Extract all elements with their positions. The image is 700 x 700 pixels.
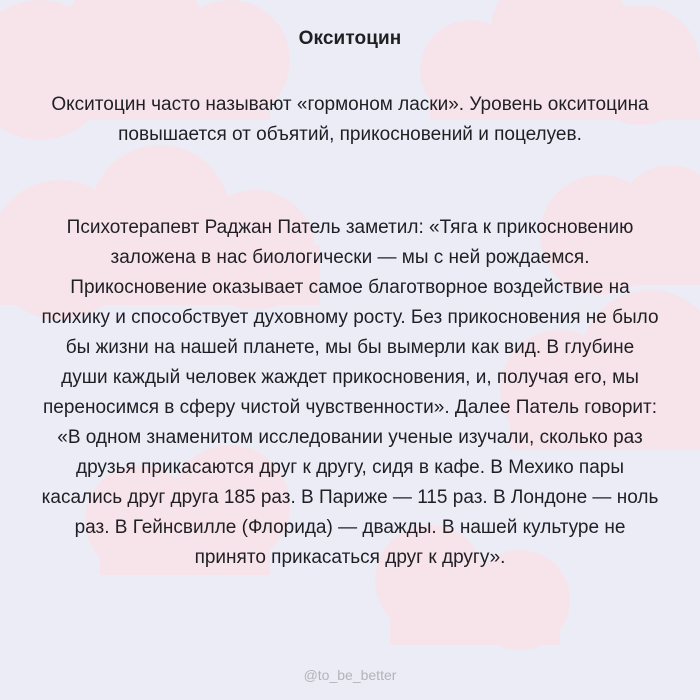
author-handle: @to_be_better: [303, 667, 397, 683]
paragraph-quote: Психотерапевт Раджан Патель заметил: «Тяга к прикосновению заложена в нас биологически — мы с ней рождаемся. Прикосновение оказывает самое благотворное воздействие на психику и способствует духовному росту. Без прикосновения не было бы жизни на нашей планете, мы бы вымерли как вид. В глубине души каждый человек жаждет прикосновения, и, получая его, мы переносимся в сферу чистой чувственности». Далее Патель говорит: «В одном знаменитом исследовании ученые изучали, сколько раз друзья прикасаются друг к другу, сидя в кафе. В Мехико пары касались друг друга 185 раз. В Париже — 115 раз. В Лондоне — ноль раз. В Гейнсвилле (Флорида) — дважды. В нашей культуре не принято прикасаться друг к другу».: [41, 217, 659, 568]
article-title: Окситоцин: [298, 28, 402, 49]
paragraph-intro: Окситоцин часто называют «гормоном ласки». Уровень окситоцина повышается от объятий, прикосновений и поцелуев.: [51, 94, 649, 145]
